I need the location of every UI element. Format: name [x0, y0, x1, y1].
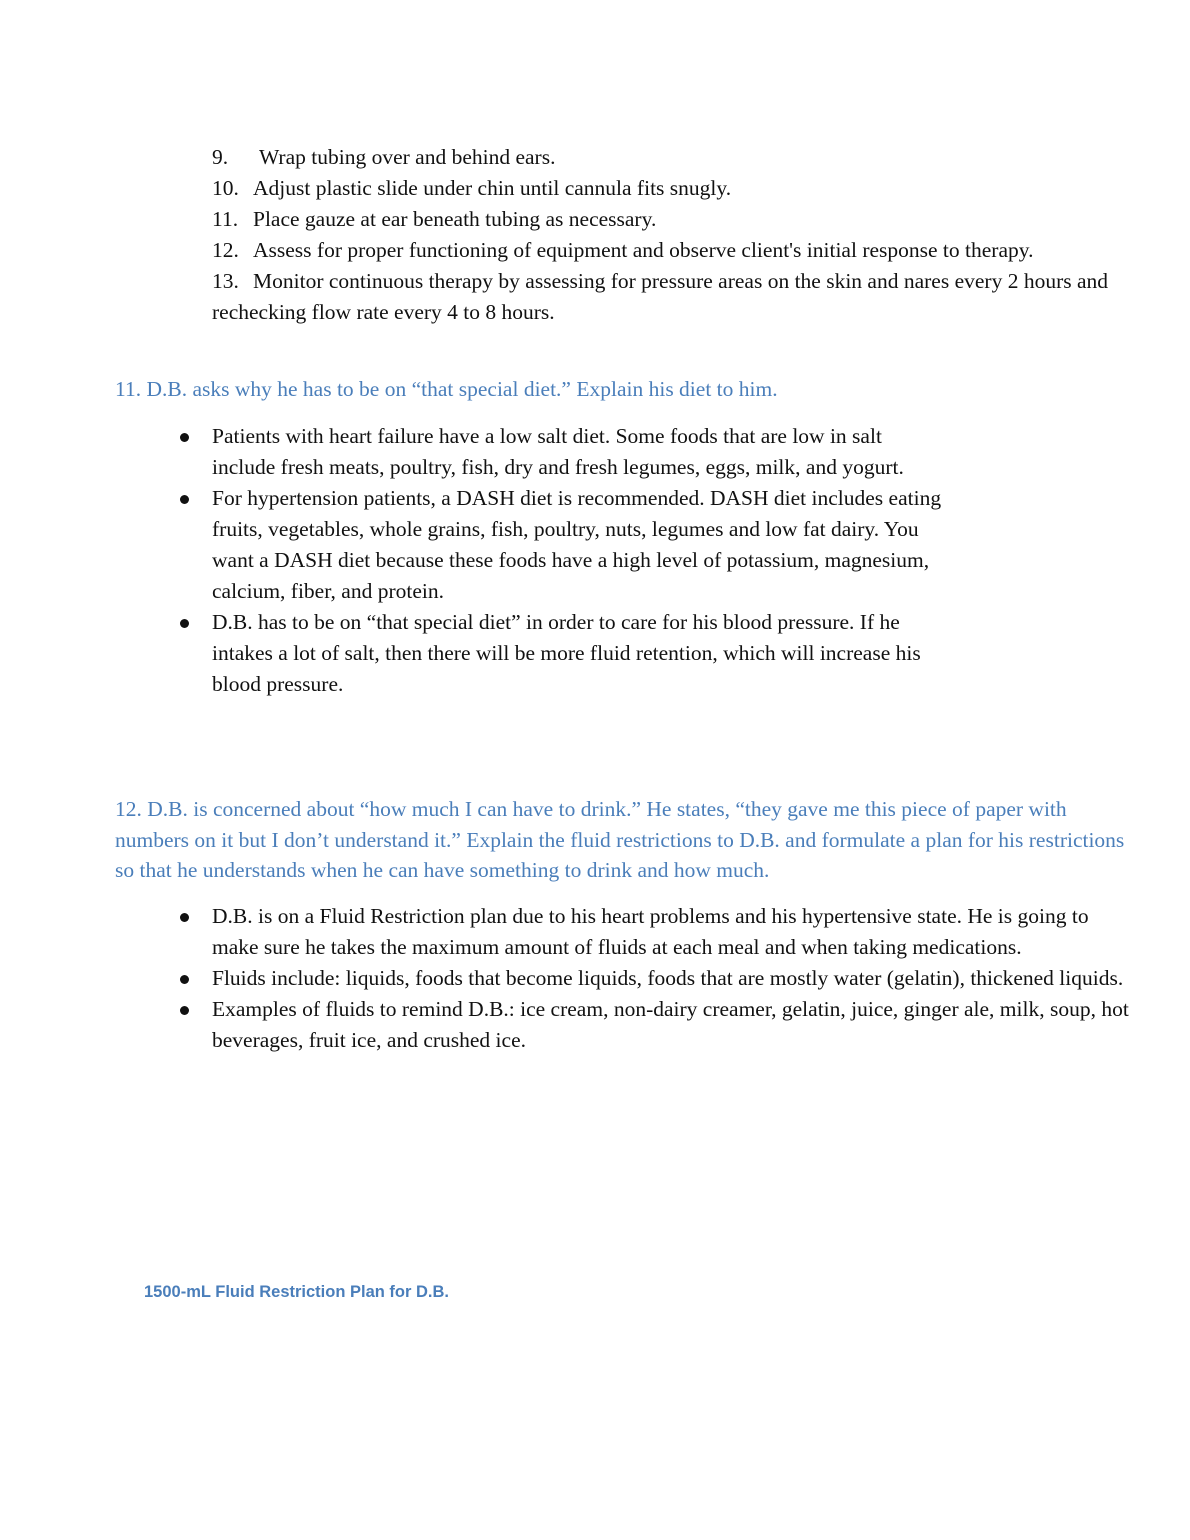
bullet-icon	[180, 495, 189, 504]
step-number: 10.	[212, 176, 239, 200]
step-number: 11.	[212, 207, 239, 231]
list-item	[172, 963, 1132, 994]
bullet-icon	[180, 913, 189, 922]
list-item-text: D.B. has to be on “that special diet” in order to care for his blood pressure. If he intakes a lot of salt, then there will be more fluid retention, which will increase his blood pressure.	[212, 610, 921, 696]
step-text: Adjust plastic slide under chin until cannula fits snugly.	[253, 176, 732, 200]
list-item-text: For hypertension patients, a DASH diet is recommended. DASH diet includes eating fruits, vegetables, whole grains, fish, poultry, nuts, legumes and low fat dairy. You want a DASH diet because these foods have a high level of potassium, magnesium, calcium, fiber, and protein.	[212, 486, 942, 603]
bullet-icon	[180, 1006, 189, 1015]
list-item-text: Fluids include: liquids, foods that become liquids, foods that are mostly water (gelatin), thickened liquids.	[212, 966, 1124, 990]
procedure-steps	[212, 142, 1112, 328]
list-item-text: Examples of fluids to remind D.B.: ice cream, non-dairy creamer, gelatin, juice, ginger ale, milk, soup, hot beverages, fruit ice, and crushed ice.	[212, 997, 1129, 1052]
list-item	[172, 607, 947, 700]
step-number: 9.	[212, 145, 229, 169]
step-text: Monitor continuous therapy by assessing for pressure areas on the skin and nares every 2 hours and rechecking flow rate every 4 to 8 hours.	[212, 269, 1109, 324]
list-item	[172, 994, 1132, 1056]
question-12-heading: 12. D.B. is concerned about “how much I can have to drink.” He states, “they gave me this piece of paper with numbers on it but I don’t understand it.” Explain the fluid restrictions to D.B. and formulate a plan for his restrictions so that he understands when he can have something to drink and how much.	[115, 797, 1125, 882]
step-number: 13.	[212, 269, 239, 293]
list-item-text: D.B. is on a Fluid Restriction plan due to his heart problems and his hypertensive state. He is going to make sure he takes the maximum amount of fluids at each meal and when taking medications.	[212, 904, 1089, 959]
procedure-step	[212, 204, 1112, 235]
question-11-answer-list	[172, 421, 947, 700]
procedure-step	[212, 142, 1112, 173]
list-item	[172, 421, 947, 483]
question-11-heading: 11. D.B. asks why he has to be on “that special diet.” Explain his diet to him.	[115, 377, 778, 401]
step-text: Assess for proper functioning of equipment and observe client's initial response to therapy.	[253, 238, 1034, 262]
list-item-text: Patients with heart failure have a low salt diet. Some foods that are low in salt include fresh meats, poultry, fish, dry and fresh legumes, eggs, milk, and yogurt.	[212, 424, 904, 479]
bullet-icon	[180, 433, 189, 442]
step-number: 12.	[212, 238, 239, 262]
list-item	[172, 483, 947, 607]
bullet-icon	[180, 619, 189, 628]
step-text: Wrap tubing over and behind ears.	[259, 145, 556, 169]
question-12-answer-list	[172, 901, 1132, 1056]
procedure-step	[212, 173, 1112, 204]
list-item	[172, 901, 1132, 963]
bullet-icon	[180, 975, 189, 984]
procedure-step	[212, 266, 1112, 328]
step-text: Place gauze at ear beneath tubing as necessary.	[253, 207, 657, 231]
fluid-plan-title: 1500-mL Fluid Restriction Plan for D.B.	[144, 1283, 450, 1301]
procedure-step	[212, 235, 1112, 266]
